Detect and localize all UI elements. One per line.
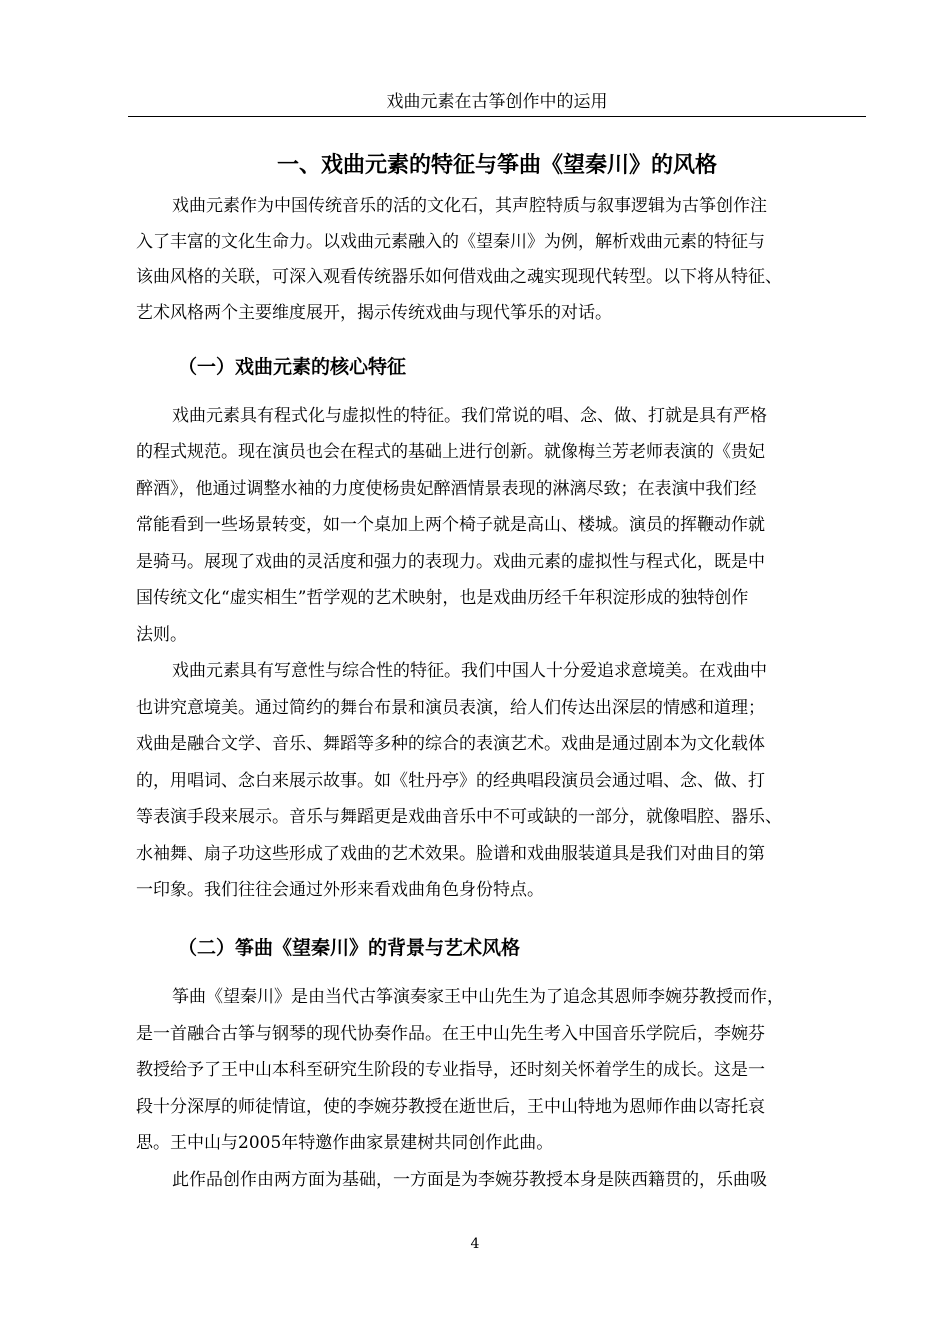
- paragraph-line: 戏曲元素作为中国传统音乐的活的文化石，其声腔特质与叙事逻辑为古筝创作注: [172, 196, 767, 216]
- subsection-title: （二）筝曲《望秦川》的背景与艺术风格: [178, 937, 521, 959]
- paragraph-line: 也讲究意境美。通过简约的舞台布景和演员表演，给人们传达出深层的情感和道理；: [136, 698, 765, 718]
- paragraph-line: 艺术风格两个主要维度展开，揭示传统戏曲与现代筝乐的对话。: [136, 303, 612, 323]
- paragraph-line: 等表演手段来展示。音乐与舞蹈更是戏曲音乐中不可或缺的一部分，就像唱腔、器乐、: [136, 807, 782, 827]
- paragraph-line: 水袖舞、扇子功这些形成了戏曲的艺术效果。脸谱和戏曲服装道具是我们对曲目的第: [136, 844, 765, 864]
- paragraph-line: 国传统文化“虚实相生”哲学观的艺术映射，也是戏曲历经千年积淀形成的独特创作: [136, 588, 749, 608]
- paragraph-line: 筝曲《望秦川》是由当代古筝演奏家王中山先生为了追念其恩师李婉芬教授而作，: [172, 987, 784, 1007]
- paragraph-line: 该曲风格的关联，可深入观看传统器乐如何借戏曲之魂实现现代转型。以下将从特征、: [136, 267, 782, 287]
- paragraph-line: 戏曲是融合文学、音乐、舞蹈等多种的综合的表演艺术。戏曲是通过剧本为文化载体: [136, 734, 765, 754]
- paragraph-line: 的程式规范。现在演员也会在程式的基础上进行创新。就像梅兰芳老师表演的《贵妃: [136, 442, 765, 462]
- paragraph-line: 教授给予了王中山本科至研究生阶段的专业指导，还时刻关怀着学生的成长。这是一: [136, 1060, 765, 1080]
- paragraph-line: 法则。: [136, 625, 187, 645]
- running-header: 戏曲元素在古筝创作中的运用: [128, 90, 866, 117]
- paragraph-line: 是骑马。展现了戏曲的灵活度和强力的表现力。戏曲元素的虚拟性与程式化，既是中: [136, 552, 765, 572]
- subsection-title: （一）戏曲元素的核心特征: [178, 356, 407, 378]
- section-title: 一、戏曲元素的特征与筝曲《望秦川》的风格: [276, 153, 717, 178]
- paragraph-line: 醉酒》，他通过调整水袖的力度使杨贵妃醉酒情景表现的淋漓尽致；在表演中我们经: [136, 479, 757, 499]
- paragraph-line: 是一首融合古筝与钢琴的现代协奏作品。在王中山先生考入中国音乐学院后，李婉芬: [136, 1024, 765, 1044]
- paragraph-line: 段十分深厚的师徒情谊，使的李婉芬教授在逝世后，王中山特地为恩师作曲以寄托哀: [136, 1097, 765, 1117]
- paragraph-line: 常能看到一些场景转变，如一个桌加上两个椅子就是高山、楼城。演员的挥鞭动作就: [136, 515, 765, 535]
- page-number: 4: [470, 1236, 480, 1252]
- paragraph-line: 戏曲元素具有程式化与虚拟性的特征。我们常说的唱、念、做、打就是具有严格: [172, 406, 767, 426]
- paragraph-line: 戏曲元素具有写意性与综合性的特征。我们中国人十分爱追求意境美。在戏曲中: [172, 661, 767, 681]
- paragraph-line: 的，用唱词、念白来展示故事。如《牡丹亭》的经典唱段演员会通过唱、念、做、打: [136, 771, 765, 791]
- paragraph-line: 入了丰富的文化生命力。以戏曲元素融入的《望秦川》为例，解析戏曲元素的特征与: [136, 232, 765, 252]
- paragraph-line: 思。王中山与2005年特邀作曲家景建树共同创作此曲。: [136, 1133, 554, 1153]
- paragraph-line: 此作品创作由两方面为基础，一方面是为李婉芬教授本身是陕西籍贯的，乐曲吸: [172, 1170, 767, 1190]
- paragraph-line: 一印象。我们往往会通过外形来看戏曲角色身份特点。: [136, 880, 544, 900]
